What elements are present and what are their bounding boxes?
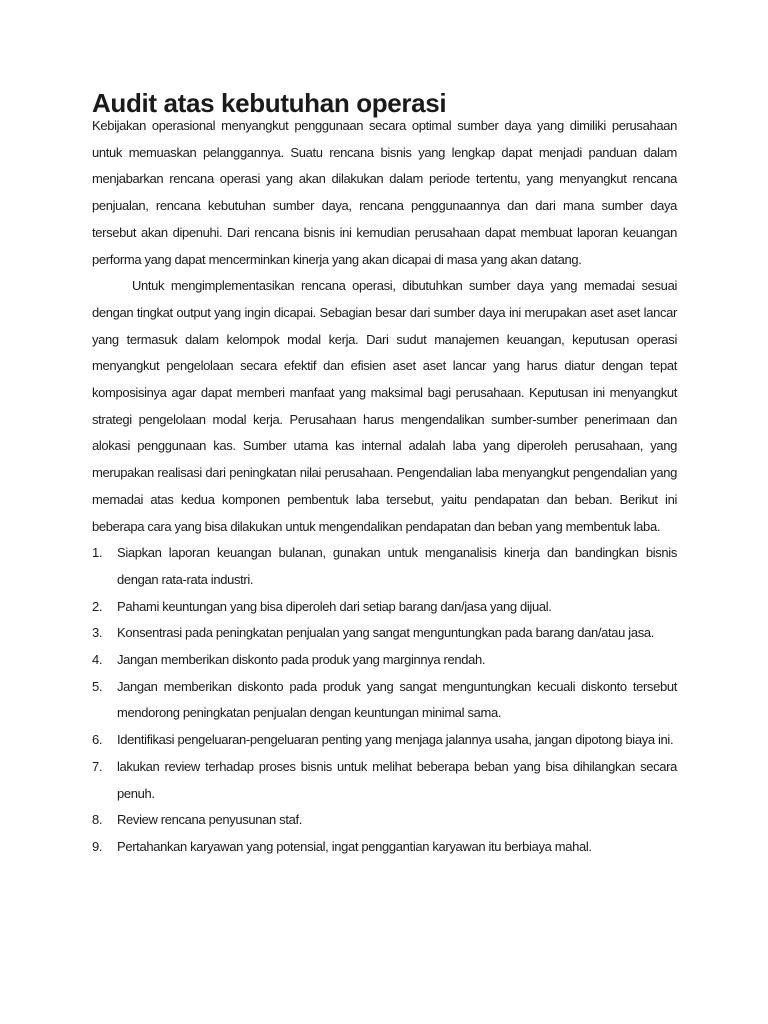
document-heading: Audit atas kebutuhan operasi: [92, 88, 447, 118]
paragraph-1: Kebijakan operasional menyangkut penggunaan secara optimal sumber daya yang dimiliki perusahaan untuk memuaskan pelanggannya. Suatu rencana bisnis yang lengkap dapat menjadi panduan dalam menjabarkan rencana operasi yang akan dilakukan dalam periode tertentu, yang menyangkut rencana penjualan, rencana kebutuhan sumber daya, rencana penggunaannya dan dari mana sumber daya tersebut akan dipenuhi. Dari rencana bisnis ini kemudian perusahaan dapat membuat laporan keuangan performa yang dapat mencerminkan kinerja yang akan dicapai di masa yang akan datang.: [92, 118, 677, 267]
list-item: [92, 727, 677, 754]
list-item-text: Jangan memberikan diskonto pada produk yang sangat menguntungkan kecuali diskonto tersebut mendorong peningkatan penjualan dengan keuntungan minimal sama.: [117, 678, 677, 721]
list-item-number: 9.: [92, 838, 103, 854]
list-item-text: Jangan memberikan diskonto pada produk yang marginnya rendah.: [117, 652, 486, 668]
list-item-text: lakukan review terhadap proses bisnis untuk melihat beberapa beban yang bisa dihilangkan secara penuh.: [117, 758, 677, 801]
list-item-number: 2.: [92, 598, 103, 614]
list-item: [92, 834, 677, 861]
list-item-number: 3.: [92, 625, 103, 641]
document-page: [92, 88, 677, 861]
list-item-number: 8.: [92, 812, 103, 828]
list-item: [92, 674, 677, 727]
list-item-number: 6.: [92, 732, 103, 748]
paragraph-2: Untuk mengimplementasikan rencana operasi, dibutuhkan sumber daya yang memadai sesuai dengan tingkat output yang ingin dicapai. Sebagian besar dari sumber daya ini merupakan aset aset lancar yang termasuk dalam kelompok modal kerja. Dari sudut manajemen keuangan, keputusan operasi menyangkut pengelolaan secara efektif dan efisien aset aset lancar yang harus diatur dengan tepat komposisinya agar dapat memberi manfaat yang maksimal bagi perusahaan. Keputusan ini menyangkut strategi pengelolaan modal kerja. Perusahaan harus mengendalikan sumber-sumber penerimaan dan alokasi penggunaan kas. Sumber utama kas internal adalah laba yang diperoleh perusahaan, yang merupakan realisasi dari peningkatan nilai perusahaan. Pengendalian laba menyangkut pengendalian yang memadai atas kedua komponen pembentuk laba tersebut, yaitu pendapatan dan beban. Berikut ini beberapa cara yang bisa dilakukan untuk mengendalikan pendapatan dan beban yang membentuk laba.: [92, 278, 677, 534]
list-item-text: Pahami keuntungan yang bisa diperoleh dari setiap barang dan/jasa yang dijual.: [117, 598, 552, 614]
list-item: [92, 807, 677, 834]
list-item: [92, 754, 677, 807]
list-item: [92, 647, 677, 674]
list-item: [92, 620, 677, 647]
list-item-number: 1.: [92, 545, 103, 561]
list-item-number: 4.: [92, 652, 103, 668]
numbered-list: [92, 540, 677, 860]
list-item-text: Konsentrasi pada peningkatan penjualan yang sangat menguntungkan pada barang dan/atau jasa.: [117, 625, 654, 641]
list-item-number: 7.: [92, 758, 103, 774]
list-item-text: Identifikasi pengeluaran-pengeluaran penting yang menjaga jalannya usaha, jangan dipotong biaya ini.: [117, 732, 674, 748]
list-item-number: 5.: [92, 678, 103, 694]
list-item-text: Review rencana penyusunan staf.: [117, 812, 302, 828]
list-item-text: Pertahankan karyawan yang potensial, ingat penggantian karyawan itu berbiaya mahal.: [117, 838, 592, 854]
list-item: [92, 540, 677, 593]
list-item-text: Siapkan laporan keuangan bulanan, gunakan untuk menganalisis kinerja dan bandingkan bisnis dengan rata-rata industri.: [117, 545, 677, 587]
list-item: [92, 594, 677, 621]
